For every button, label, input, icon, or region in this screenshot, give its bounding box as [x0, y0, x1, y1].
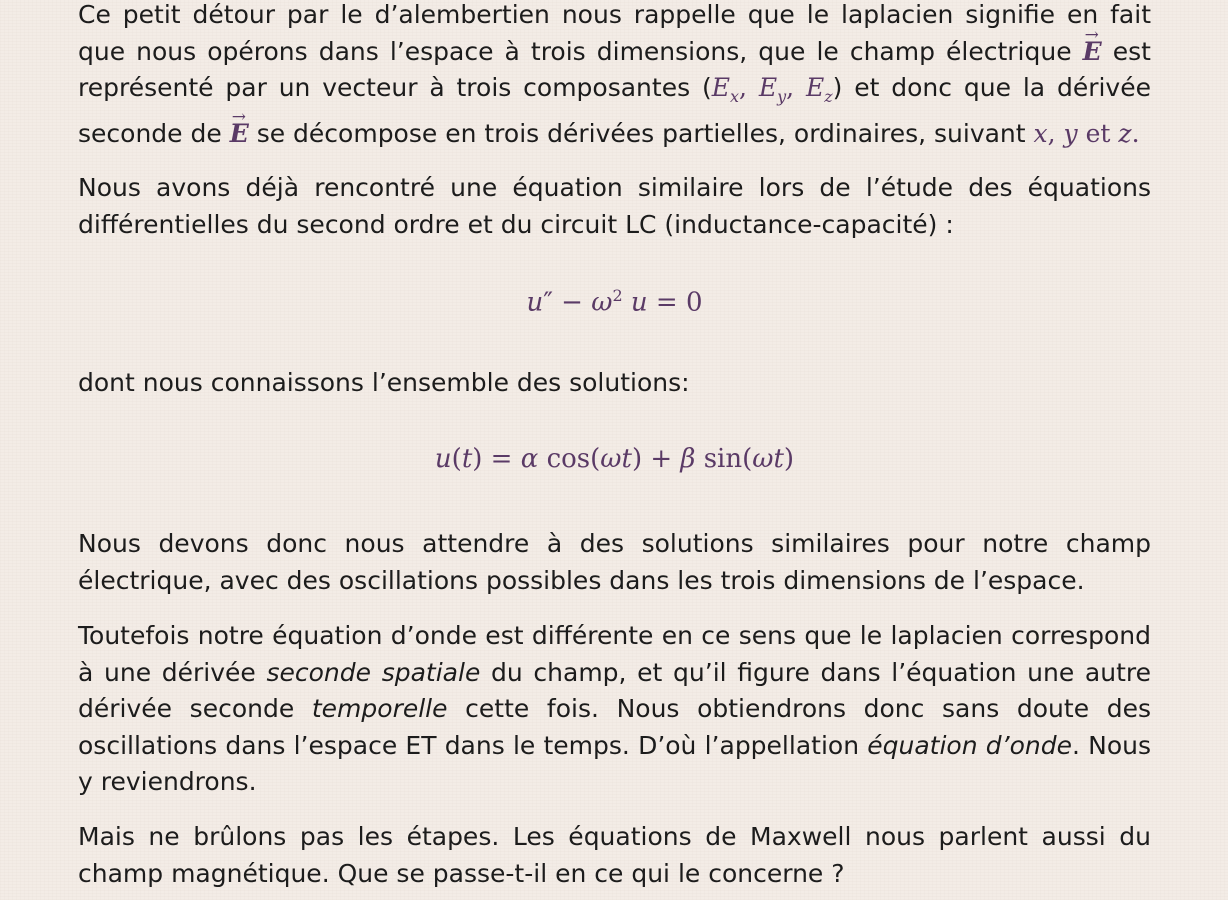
math-e: E [711, 73, 730, 102]
eq-sin: sin( [695, 444, 753, 474]
text-run: est représenté par un vecteur à trois composantes ( [78, 36, 1151, 102]
paragraph-5 [78, 618, 1151, 801]
math-e: E [805, 73, 825, 102]
eq-omega: ω [591, 287, 613, 318]
emphasis: temporelle [311, 694, 448, 723]
eq-omega-t: ωt [752, 444, 784, 474]
math-comma: , [739, 73, 759, 102]
eq-paren: ) [631, 444, 643, 474]
math-comma: , [1047, 118, 1064, 148]
eq-beta: β [680, 444, 696, 474]
text-run: ) et donc que la dérivée seconde de [78, 73, 1151, 148]
eq-paren: ) [783, 444, 795, 474]
vector-e: → E [1083, 34, 1102, 71]
text-run: du champ, et qu’il figure dans l’équation une autre dérivée seconde [78, 657, 1151, 723]
eq-cos: cos( [538, 444, 601, 474]
math-sub-y: y [777, 87, 787, 106]
math-y: y [1063, 118, 1078, 148]
eq-zero: 0 [685, 287, 703, 318]
math-x: x [1033, 118, 1048, 148]
eq-u: u [622, 287, 648, 318]
eq-alpha: α [520, 444, 539, 474]
eq-equals: = [647, 287, 686, 318]
eq-equals: = [482, 444, 521, 474]
text-run: se décompose en trois dérivées partielles, ordinaires, suivant [248, 118, 1034, 148]
paragraph-1 [78, 0, 1151, 152]
math-period: . [1131, 118, 1140, 148]
equation-solution [78, 444, 1151, 474]
math-sub-z: z [824, 87, 833, 106]
eq-u: u [526, 287, 544, 318]
equation-lc [78, 286, 1151, 318]
math-e: E [758, 73, 778, 102]
paragraph-3: dont nous connaissons l’ensemble des solutions: [78, 368, 690, 397]
text-run: Ce petit détour par le d’alembertien nous rappelle que le laplacien signifie en fait que nous opérons dans l’espace à trois dimensions, que le champ électrique [78, 0, 1151, 66]
eq-prime: ″ [543, 287, 553, 318]
eq-paren: ) [472, 444, 483, 474]
document-page [78, 0, 1151, 900]
text-run: cette fois. Nous obtiendrons donc sans doute des oscillations dans l’espace ET dans le temps. D’où l’appellation [78, 694, 1152, 760]
paragraph-2: Nous avons déjà rencontré une équation similaire lors de l’étude des équations différentielles du second ordre et du circuit LC (inductance-capacité) : [78, 173, 1151, 239]
text-run: . Nous y reviendrons. [78, 730, 1151, 796]
text-run: Toutefois notre équation d’onde est différente en ce sens que le laplacien correspond à une dérivée [78, 621, 1151, 687]
math-et: et [1077, 118, 1119, 148]
paragraph-6: Mais ne brûlons pas les étapes. Les équations de Maxwell nous parlent aussi du champ magnétique. Que se passe-t-il en ce qui le concerne ? [78, 822, 1151, 888]
eq-omega-t: ωt [600, 444, 632, 474]
math-comma: , [786, 73, 806, 102]
eq-t: t [461, 444, 473, 474]
math-z: z [1118, 118, 1132, 148]
math-sub-x: x [729, 87, 740, 106]
vector-e: → E [230, 116, 249, 153]
emphasis: seconde spatiale [266, 657, 481, 687]
paragraph-4: Nous devons donc nous attendre à des solutions similaires pour notre champ électrique, avec des oscillations possibles dans les trois dimensions de l’espace. [78, 529, 1151, 595]
eq-plus: + [642, 444, 681, 474]
eq-minus: − [552, 287, 592, 318]
emphasis: équation d’onde [867, 730, 1072, 760]
eq-paren: ( [451, 444, 462, 474]
eq-u: u [434, 444, 452, 474]
eq-exponent: 2 [612, 286, 623, 305]
